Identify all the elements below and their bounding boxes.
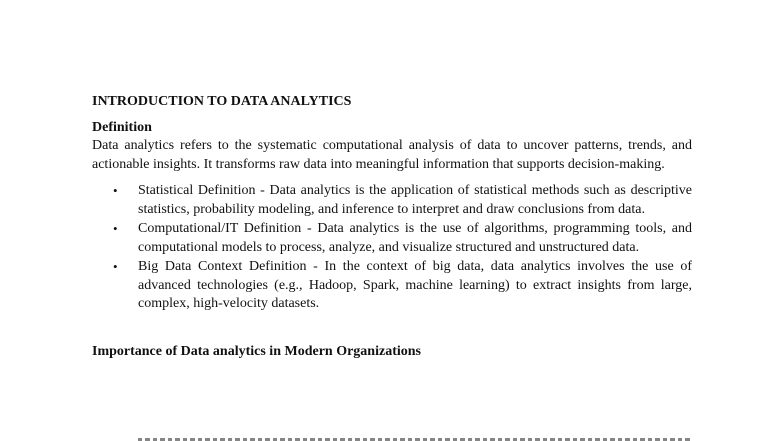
document-title: INTRODUCTION TO DATA ANALYTICS (92, 94, 352, 109)
list-item-statistical (92, 182, 692, 219)
list-item-big-data (92, 258, 692, 314)
importance-heading: Importance of Data analytics in Modern Organizations (92, 343, 421, 359)
cut-off-next-line (138, 433, 690, 441)
bullet-icon: • (113, 183, 118, 198)
definition-heading: Definition (92, 120, 152, 135)
definition-list (92, 182, 692, 314)
list-item-text: Big Data Context Definition - In the context of big data, data analytics involves the use of advanced technologies (e.g., Hadoop, Spark, machine learning) to extract insights from large, complex, high-velocity datasets. (138, 259, 692, 311)
list-item-text: Computational/IT Definition - Data analytics is the use of algorithms, programming tools, and computational models to process, analyze, and visualize structured and unstructured data. (138, 221, 692, 255)
list-item-computational (92, 220, 692, 257)
bullet-icon: • (113, 221, 118, 236)
document-page (92, 93, 692, 361)
bullet-icon: • (113, 259, 118, 274)
list-item-text: Statistical Definition - Data analytics is the application of statistical methods such as descriptive statistics, probability modeling, and inference to interpret and draw conclusions from data. (138, 183, 692, 217)
definition-paragraph: Data analytics refers to the systematic computational analysis of data to uncover patterns, trends, and actionable insights. It transforms raw data into meaningful information that supports decision-making. (92, 138, 692, 172)
